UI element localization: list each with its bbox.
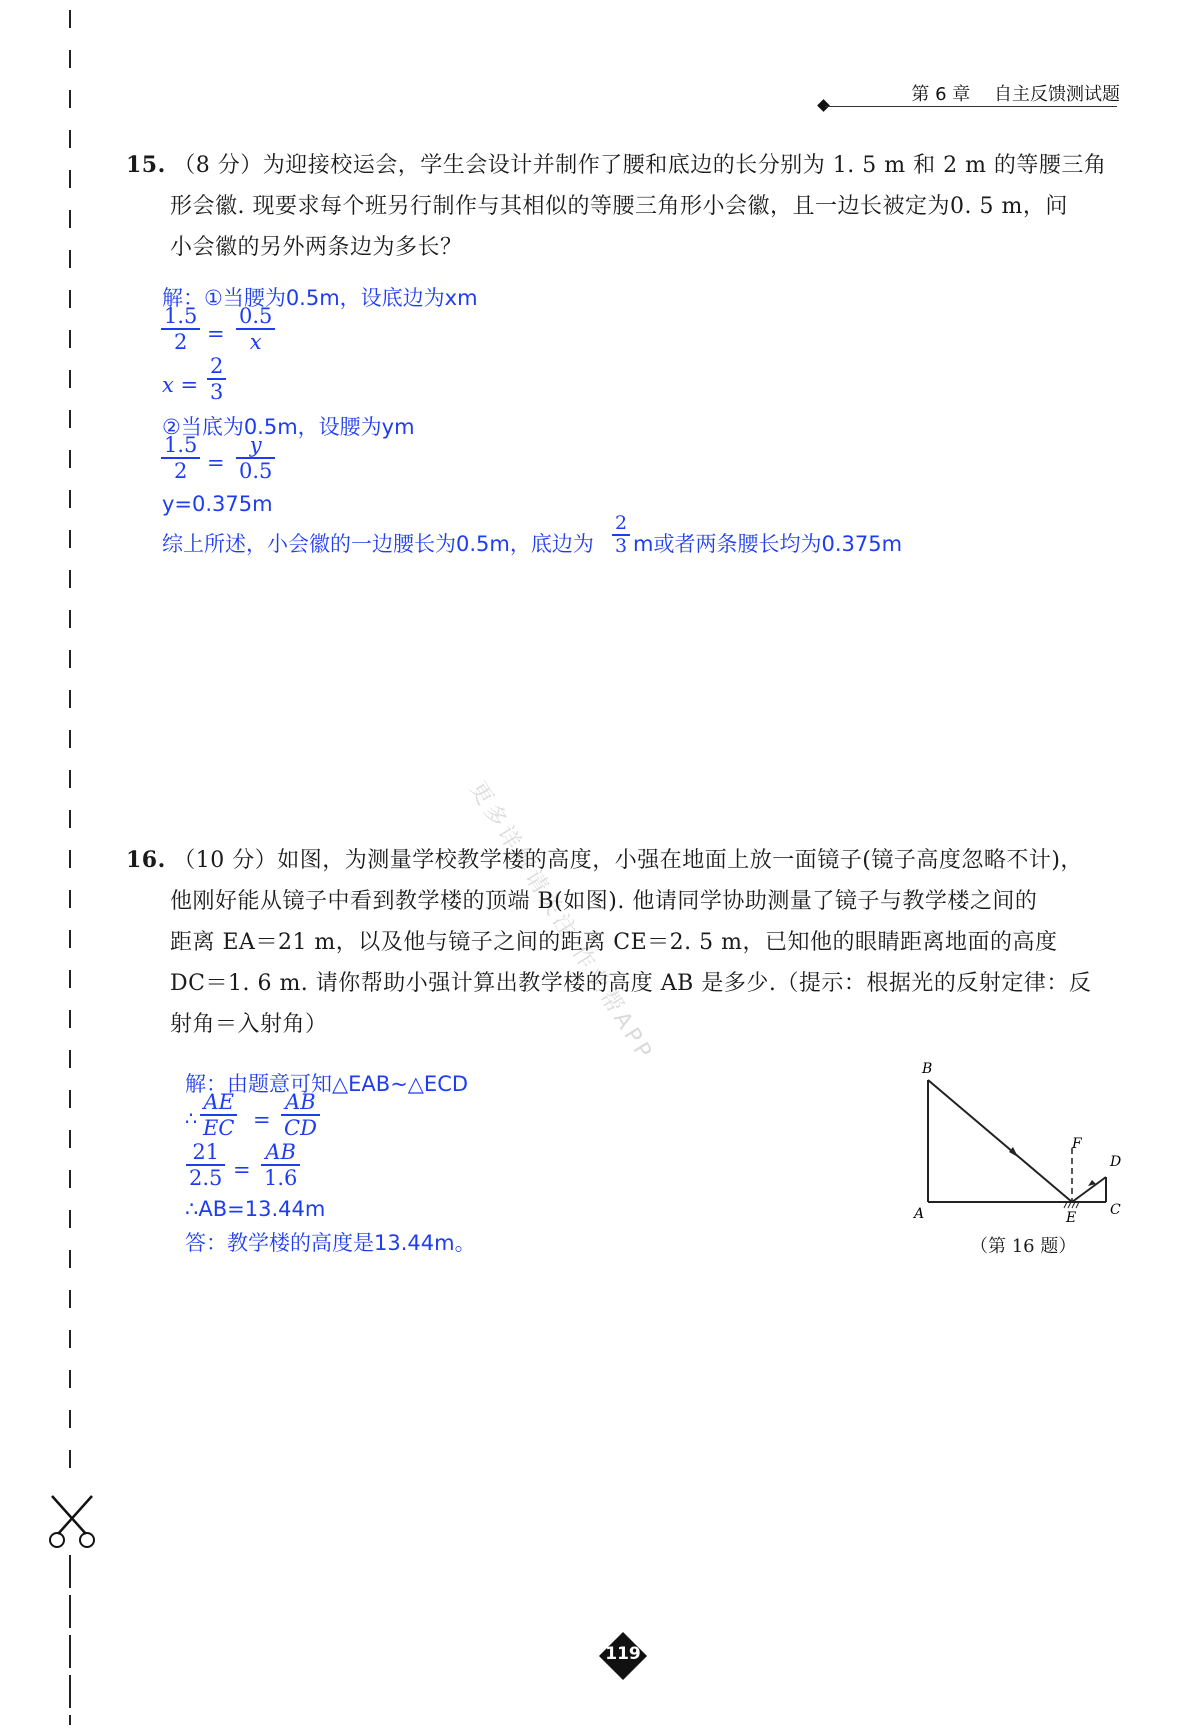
answer-15-line-4: 综上所述，小会徽的一边腰长为0.5m，底边为: [162, 532, 594, 556]
denominator: EC: [203, 1116, 235, 1140]
question-16-line-3: 距离 EA＝21 m，以及他与镜子之间的距离 CE＝2. 5 m，已知他的眼睛距离地面的高度: [170, 930, 1058, 955]
numerator: 1.5: [164, 433, 198, 457]
denominator: 3: [615, 535, 628, 557]
fraction: [186, 1140, 225, 1190]
numerator: 21: [192, 1140, 220, 1164]
fraction: [200, 1090, 237, 1140]
question-15-line-3: 小会徽的另外两条边为多长？: [170, 235, 463, 260]
answer-16-line-3: 答：教学楼的高度是13.44m。: [185, 1231, 476, 1255]
question-text: （10 分）如图，为测量学校教学楼的高度，小强在地面上放一面镜子(镜子高度忽略不计)，: [173, 848, 1083, 873]
numerator: AE: [203, 1090, 234, 1114]
chapter-number: 第 6 章: [911, 84, 971, 105]
denominator: CD: [284, 1116, 317, 1140]
numerator: AB: [265, 1140, 296, 1164]
answer-16-line-2: ∴AB=13.44m: [185, 1197, 326, 1221]
figure-16: [900, 1058, 1140, 1258]
answer-15-line-4-tail: m或者两条腰长均为0.375m: [633, 532, 903, 556]
page-number: 119: [605, 1644, 641, 1664]
cut-line-lower: [69, 1555, 71, 1725]
denominator: 1.6: [264, 1166, 298, 1190]
chapter-title: 自主反馈测试题: [994, 84, 1120, 105]
numerator: AB: [285, 1090, 316, 1114]
label-a: A: [914, 1206, 925, 1222]
question-16-line-5: 射角＝入射角）: [170, 1012, 328, 1037]
scissors-icon: [46, 1490, 98, 1550]
answer-15-line-3: y=0.375m: [162, 492, 273, 516]
equals-sign: =: [233, 1158, 251, 1182]
numerator: 2: [210, 354, 224, 378]
x-equals: x =: [162, 373, 199, 397]
label-f: F: [1072, 1136, 1082, 1152]
question-16-line-2: 他刚好能从镜子中看到教学楼的顶端 B(如图). 他请同学协助测量了镜子与教学楼之间的: [170, 889, 1038, 914]
denominator: 2.5: [189, 1166, 223, 1190]
numerator: y: [249, 433, 262, 457]
watermark: 更多详解请关注 作业帮APP: [464, 777, 658, 1067]
denominator: 2: [174, 330, 188, 354]
answer-15-line-2: ②当底为0.5m，设腰为ym: [162, 415, 415, 439]
question-16-line-4: DC＝1. 6 m. 请你帮助小强计算出教学楼的高度 AB 是多少.（提示：根据光的反射定律：反: [170, 971, 1092, 996]
numerator: 1.5: [164, 304, 198, 328]
answer-16-line-1: 解：由题意可知△EAB~△ECD: [185, 1072, 469, 1096]
label-b: B: [922, 1061, 933, 1077]
equals-sign: =: [207, 322, 225, 346]
fraction: [281, 1090, 320, 1140]
equals-sign: =: [207, 451, 225, 475]
denominator: 2: [174, 459, 188, 483]
label-c: C: [1110, 1202, 1121, 1218]
page-number-badge: [600, 1633, 646, 1679]
numerator: 0.5: [239, 304, 273, 328]
figure-caption: （第 16 题）: [970, 1236, 1077, 1257]
denominator: x: [249, 330, 262, 354]
question-text: （8 分）为迎接校运会，学生会设计并制作了腰和底边的长分别为 1. 5 m 和 2 m 的等腰三角: [173, 153, 1107, 178]
incident-ray: [928, 1080, 1072, 1202]
question-15-line-2: 形会徽. 现要求每个班另行制作与其相似的等腰三角形小会徽，且一边长被定为0. 5 m，问: [170, 194, 1068, 219]
label-e: E: [1066, 1210, 1077, 1226]
question-number: 15.: [126, 152, 166, 178]
reflected-ray: [1072, 1177, 1106, 1202]
therefore-symbol: ∴: [185, 1108, 198, 1130]
fraction: [261, 1140, 300, 1190]
answer-15-line-1: 解：①当腰为0.5m，设底边为xm: [162, 286, 478, 310]
denominator: 3: [210, 380, 224, 404]
label-d: D: [1110, 1154, 1122, 1170]
denominator: 0.5: [239, 459, 273, 483]
equals-sign: =: [253, 1108, 271, 1132]
numerator: 2: [615, 512, 628, 534]
question-number: 16.: [126, 847, 166, 873]
